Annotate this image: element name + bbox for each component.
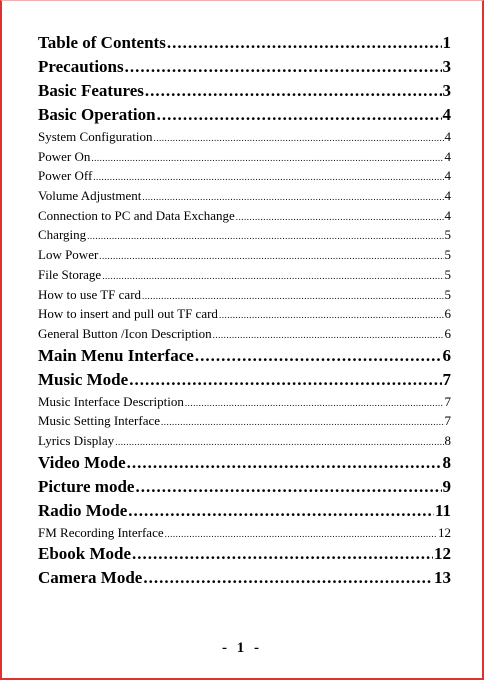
toc-entry[interactable] <box>38 129 451 149</box>
toc-entry[interactable] <box>38 370 451 394</box>
toc-entry-page: 7 <box>444 413 451 429</box>
dot-leader <box>125 57 442 77</box>
dot-leader <box>213 330 444 340</box>
toc-entry[interactable] <box>38 33 451 57</box>
dot-leader <box>185 398 444 408</box>
toc-entry-title: Music Setting Interface <box>38 413 161 429</box>
toc-entry-title: How to use TF card <box>38 286 142 302</box>
dot-leader <box>142 291 443 301</box>
toc-entry-page: 8 <box>442 452 451 472</box>
toc-entry-page: 5 <box>444 227 451 243</box>
toc-entry[interactable] <box>38 105 451 129</box>
toc-entry-page: 3 <box>442 81 451 100</box>
dot-leader <box>135 477 441 497</box>
dot-leader <box>115 437 443 447</box>
toc-entry-page: 9 <box>442 476 451 496</box>
toc-entry-page: 8 <box>444 432 451 448</box>
toc-entry[interactable] <box>38 188 451 208</box>
toc-entry-page: 6 <box>444 306 451 322</box>
toc-entry-title: Video Mode <box>38 452 126 472</box>
toc-entry-title: General Button /Icon Description <box>38 325 212 341</box>
toc-entry-page: 6 <box>444 325 451 341</box>
toc-entry-title: Precautions <box>38 57 124 76</box>
toc-entry-title: Lyrics Display <box>38 432 115 448</box>
toc-entry-title: Volume Adjustment <box>38 188 142 204</box>
dot-leader <box>167 33 442 53</box>
toc-entry[interactable] <box>38 149 451 169</box>
toc-entry[interactable] <box>38 326 451 346</box>
dot-leader <box>128 501 434 521</box>
toc-entry-title: Camera Mode <box>38 568 143 588</box>
dot-leader <box>145 81 442 101</box>
toc-entry-title: Basic Features <box>38 81 144 100</box>
toc-entry[interactable] <box>38 433 451 453</box>
toc-entry-title: How to insert and pull out TF card <box>38 306 218 322</box>
dot-leader <box>91 153 443 163</box>
dot-leader <box>161 417 443 427</box>
toc-entry[interactable] <box>38 501 451 525</box>
toc-entry-title: Table of Contents <box>38 33 166 52</box>
toc-entry[interactable] <box>38 568 451 592</box>
toc-entry-title: Music Interface Description <box>38 393 184 409</box>
toc-entry-page: 3 <box>442 57 451 76</box>
toc-entry-page: 12 <box>434 544 451 564</box>
table-of-contents <box>38 33 451 592</box>
toc-entry-title: Power Off <box>38 168 93 184</box>
toc-entry-page: 4 <box>444 207 451 223</box>
toc-entry-page: 4 <box>444 148 451 164</box>
dot-leader <box>195 346 442 366</box>
dot-leader <box>132 544 433 564</box>
toc-entry-title: Music Mode <box>38 369 129 389</box>
toc-entry-title: Power On <box>38 148 91 164</box>
toc-entry-page: 1 <box>442 33 451 52</box>
dot-leader <box>236 212 444 222</box>
dot-leader <box>143 568 433 588</box>
toc-entry-page: 4 <box>444 188 451 204</box>
dot-leader <box>219 310 444 320</box>
toc-entry[interactable] <box>38 81 451 105</box>
dot-leader <box>153 133 443 143</box>
toc-entry-page: 5 <box>444 286 451 302</box>
toc-entry[interactable] <box>38 57 451 81</box>
toc-entry-page: 5 <box>444 266 451 282</box>
toc-entry-page: 7 <box>444 393 451 409</box>
toc-entry-title: Charging <box>38 227 87 243</box>
toc-entry[interactable] <box>38 394 451 414</box>
toc-entry-page: 4 <box>442 105 451 124</box>
toc-entry[interactable] <box>38 168 451 188</box>
toc-entry[interactable] <box>38 306 451 326</box>
page-number: - 1 - <box>222 640 262 656</box>
toc-entry[interactable] <box>38 413 451 433</box>
dot-leader <box>129 370 441 390</box>
toc-entry-page: 12 <box>438 524 451 540</box>
toc-entry[interactable] <box>38 525 451 545</box>
toc-entry-title: Low Power <box>38 247 99 263</box>
toc-entry-title: FM Recording Interface <box>38 524 164 540</box>
dot-leader <box>99 251 443 261</box>
toc-entry-page: 5 <box>444 247 451 263</box>
toc-entry[interactable] <box>38 346 451 370</box>
toc-entry-page: 4 <box>444 129 451 144</box>
toc-entry[interactable] <box>38 227 451 247</box>
dot-leader <box>87 231 443 241</box>
dot-leader <box>142 192 443 202</box>
toc-entry[interactable] <box>38 247 451 267</box>
dot-leader <box>165 529 437 539</box>
toc-entry-page: 7 <box>442 369 451 389</box>
toc-entry[interactable] <box>38 453 451 477</box>
toc-entry-title: Ebook Mode <box>38 544 132 564</box>
dot-leader <box>102 271 443 281</box>
toc-entry-title: Basic Operation <box>38 105 156 124</box>
dot-leader <box>157 105 442 125</box>
toc-entry-title: Connection to PC and Data Exchange <box>38 207 235 223</box>
toc-entry[interactable] <box>38 477 451 501</box>
toc-entry-title: Main Menu Interface <box>38 345 194 365</box>
toc-entry-page: 4 <box>444 168 451 184</box>
toc-entry[interactable] <box>38 208 451 228</box>
toc-entry-title: Picture mode <box>38 476 135 496</box>
toc-entry-title: File Storage <box>38 266 102 282</box>
toc-entry[interactable] <box>38 287 451 307</box>
dot-leader <box>127 453 442 473</box>
toc-entry[interactable] <box>38 544 451 568</box>
toc-entry-title: Radio Mode <box>38 500 128 520</box>
dot-leader <box>93 172 443 182</box>
toc-entry-title: System Configuration <box>38 129 153 144</box>
toc-entry[interactable] <box>38 267 451 287</box>
toc-entry-page: 11 <box>434 500 451 520</box>
toc-entry-page: 6 <box>442 345 451 365</box>
toc-entry-page: 13 <box>434 568 451 588</box>
